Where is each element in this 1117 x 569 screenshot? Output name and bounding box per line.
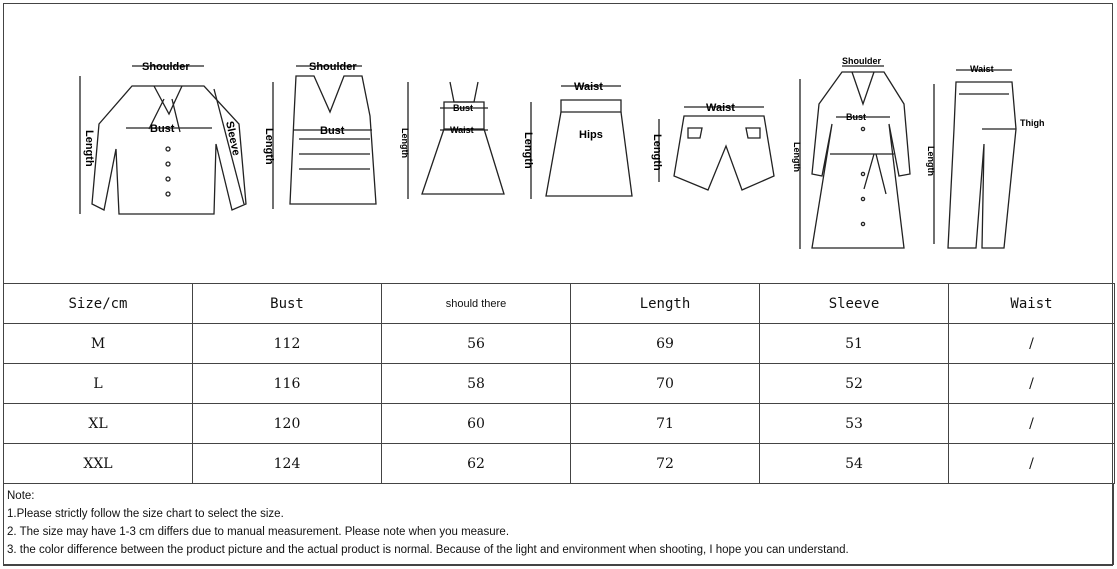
header-bust: Bust — [193, 284, 382, 324]
cell-length: 70 — [571, 364, 760, 404]
table-row — [4, 324, 1115, 364]
cell-length: 69 — [571, 324, 760, 364]
skirt-length-label: Length — [522, 132, 534, 169]
header-size: Size/cm — [4, 284, 193, 324]
header-length: Length — [571, 284, 760, 324]
coat-shoulder-label: Shoulder — [842, 56, 882, 66]
shorts-drawing — [659, 107, 774, 190]
cell-shoulder: 58 — [382, 364, 571, 404]
cell-size: L — [4, 364, 193, 404]
notes-title: Note: — [7, 490, 35, 502]
cell-shoulder: 56 — [382, 324, 571, 364]
cell-bust: 120 — [193, 404, 382, 444]
cell-sleeve: 51 — [760, 324, 949, 364]
dress-drawing — [408, 82, 504, 199]
cell-size: M — [4, 324, 193, 364]
cell-sleeve: 54 — [760, 444, 949, 484]
vest-length-label: Length — [263, 128, 275, 165]
shorts-length-label: Length — [651, 134, 663, 171]
note-line-1: 1.Please strictly follow the size chart to select the size. — [7, 508, 284, 520]
size-table — [3, 283, 1115, 484]
pants-length-label: Length — [926, 146, 936, 176]
note-line-3: 3. the color difference between the product picture and the actual product is normal. Because of the light and environment when shooting, I hope you can understand. — [7, 544, 849, 556]
vest-drawing — [273, 66, 376, 209]
cell-bust: 116 — [193, 364, 382, 404]
cell-waist: / — [949, 444, 1115, 484]
dress-length-label: Length — [400, 128, 410, 158]
notes-section — [3, 483, 1114, 565]
cell-length: 71 — [571, 404, 760, 444]
cell-sleeve: 52 — [760, 364, 949, 404]
skirt-drawing — [531, 86, 632, 199]
cell-length: 72 — [571, 444, 760, 484]
table-row — [4, 364, 1115, 404]
blouse-sleeve-label: Sleeve — [223, 120, 243, 157]
cell-waist: / — [949, 324, 1115, 364]
dress-waist-label: Waist — [450, 125, 474, 135]
pants-thigh-label: Thigh — [1020, 118, 1045, 128]
pants-waist-label: Waist — [970, 64, 994, 74]
cell-waist: / — [949, 364, 1115, 404]
blouse-bust-label: Bust — [150, 123, 175, 135]
shorts-waist-label: Waist — [706, 102, 735, 114]
cell-size: XL — [4, 404, 193, 444]
header-sleeve: Sleeve — [760, 284, 949, 324]
note-line-2: 2. The size may have 1-3 cm differs due to manual measurement. Please note when you measure. — [7, 526, 510, 538]
vest-bust-label: Bust — [320, 125, 345, 137]
cell-bust: 112 — [193, 324, 382, 364]
cell-shoulder: 62 — [382, 444, 571, 484]
cell-bust: 124 — [193, 444, 382, 484]
vest-shoulder-label: Shoulder — [309, 61, 357, 73]
blouse-length-label: Length — [83, 130, 95, 167]
cell-shoulder: 60 — [382, 404, 571, 444]
cell-sleeve: 53 — [760, 404, 949, 444]
table-row — [4, 444, 1115, 484]
dress-bust-label: Bust — [453, 103, 473, 113]
coat-bust-label: Bust — [846, 112, 866, 122]
pants-drawing — [934, 70, 1016, 248]
cell-waist: / — [949, 404, 1115, 444]
cell-size: XXL — [4, 444, 193, 484]
garment-illustrations — [4, 4, 1113, 283]
table-row — [4, 404, 1115, 444]
header-shoulder: should there — [382, 284, 571, 324]
skirt-hips-label: Hips — [579, 129, 603, 141]
skirt-waist-label: Waist — [574, 81, 603, 93]
coat-length-label: Length — [792, 142, 802, 172]
table-header-row — [4, 284, 1115, 324]
blouse-shoulder-label: Shoulder — [142, 61, 190, 73]
header-waist: Waist — [949, 284, 1115, 324]
coat-drawing — [800, 66, 910, 249]
blouse-drawing — [80, 66, 246, 214]
